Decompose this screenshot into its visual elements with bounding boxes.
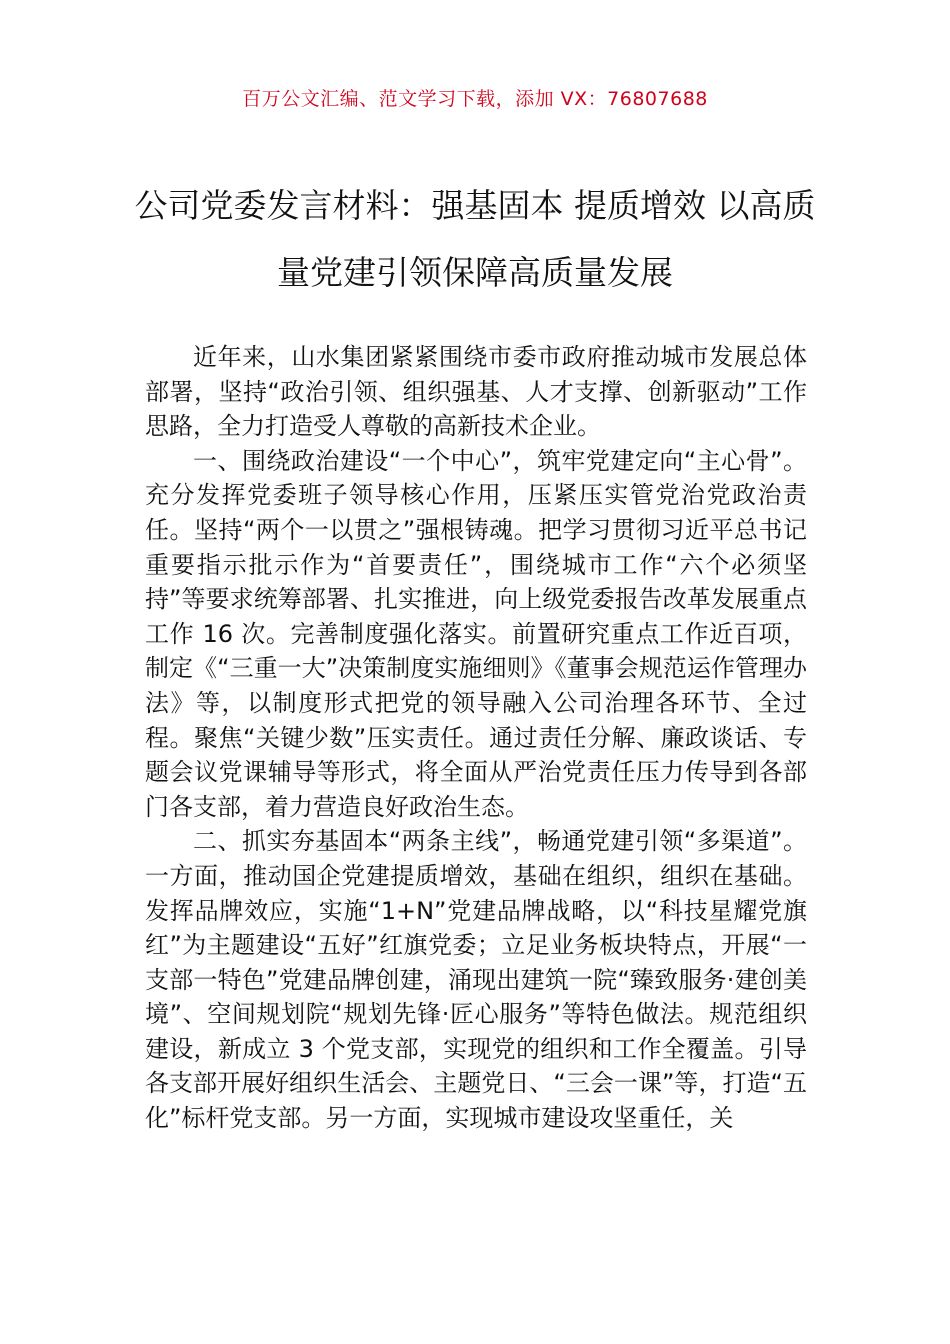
paragraph: 二、抓实夯基固本“两条主线”，畅通党建引领“多渠道”。一方面，推动国企党建提质增效，基础在组织，组织在基础。发挥品牌效应，实施“1+N”党建品牌战略，以“科技星耀党旗红”为主题建设“五好”红旗党委；立足业务板块特点，开展“一支部一特色”党建品牌创建，涌现出建筑一院“臻致服务·建创美境”、空间规划院“规划先锋·匠心服务”等特色做法。规范组织建设，新成立 3 个党支部，实现党的组织和工作全覆盖。引导各支部开展好组织生活会、主题党日、“三会一课”等，打造“五化”标杆党支部。另一方面，实现城市建设攻坚重任，关 [145, 827, 807, 1133]
header-note: 百万公文汇编、范文学习下载，添加 VX：76807688 [242, 88, 708, 110]
document-body [145, 340, 807, 1136]
paragraph: 近年来，山水集团紧紧围绕市委市政府推动城市发展总体部署，坚持“政治引领、组织强基、人才支撑、创新驱动”工作思路，全力打造受人尊敬的高新技术企业。 [145, 343, 807, 441]
document-title: 公司党委发言材料：强基固本 提质增效 以高质量党建引领保障高质量发展 [134, 186, 816, 292]
paragraph: 一、围绕政治建设“一个中心”，筑牢党建定向“主心骨”。充分发挥党委班子领导核心作用，压紧压实管党治党政治责任。坚持“两个一以贯之”强根铸魂。把学习贯彻习近平总书记重要指示批示作为“首要责任”，围绕城市工作“六个必须坚持”等要求统筹部署、扎实推进，向上级党委报告改革发展重点工作 16 次。完善制度强化落实。前置研究重点工作近百项，制定《“三重一大”决策制度实施细则》《董事会规范运作管理办法》等，以制度形式把党的领导融入公司治理各环节、全过程。聚焦“关键少数”压实责任。通过责任分解、廉政谈话、专题会议党课辅导等形式，将全面从严治党责任压力传导到各部门各支部，着力营造良好政治生态。 [145, 446, 807, 821]
